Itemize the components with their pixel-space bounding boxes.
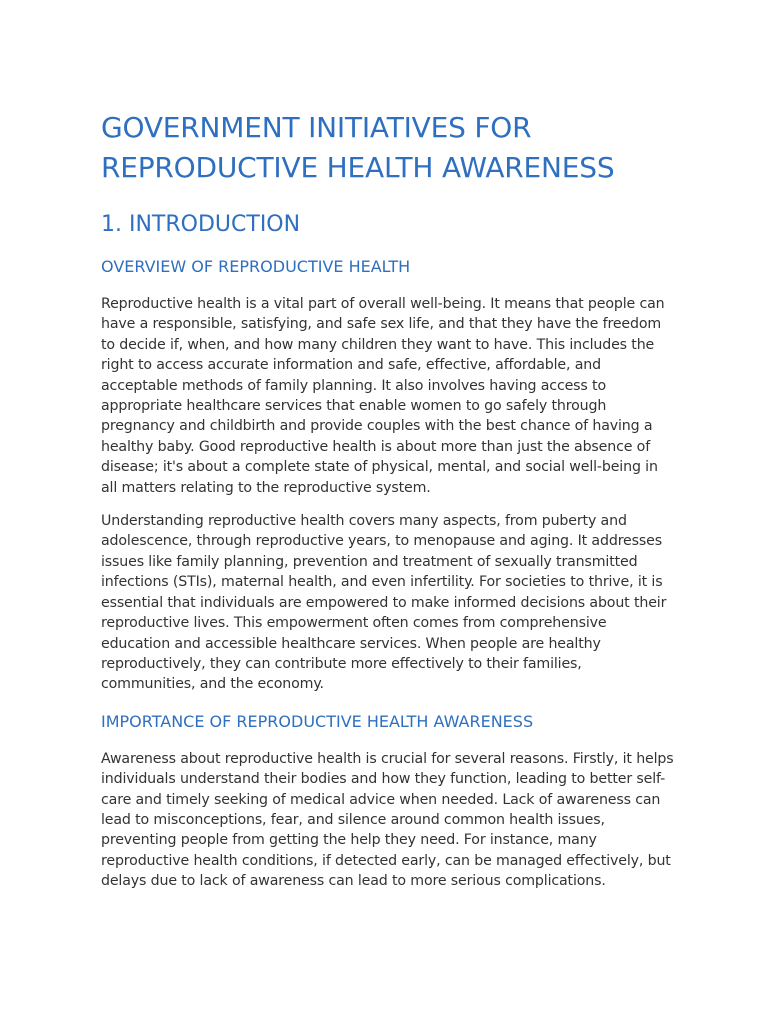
subsection-heading-importance: IMPORTANCE OF REPRODUCTIVE HEALTH AWARENESS <box>101 711 534 731</box>
document-title: GOVERNMENT INITIATIVES FOR REPRODUCTIVE HEALTH AWARENESS <box>101 111 615 184</box>
subsection-heading-overview: OVERVIEW OF REPRODUCTIVE HEALTH <box>101 257 411 276</box>
paragraph-importance-1: Awareness about reproductive health is crucial for several reasons. Firstly, it helps individuals understand their bodies and how they function, leading to better self-care and timely seeking of medical advice when needed. Lack of awareness can lead to misconceptions, fear, and silence around common health issues, preventing people from getting the help they need. For instance, many reproductive health conditions, if detected early, can be managed effectively, but delays due to lack of awareness can lead to more serious complications. <box>101 750 674 890</box>
document-page <box>101 108 676 892</box>
section-heading-introduction: 1. INTRODUCTION <box>101 212 301 237</box>
paragraph-overview-1: Reproductive health is a vital part of overall well-being. It means that people can have a responsible, satisfying, and safe sex life, and that they have the freedom to decide if, when, and how many children they want to have. This includes the right to access accurate information and safe, effective, affordable, and acceptable methods of family planning. It also involves having access to appropriate healthcare services that enable women to go safely through pregnancy and childbirth and provide couples with the best chance of having a healthy baby. Good reproductive health is about more than just the absence of disease; it's about a complete state of physical, mental, and social well-being in all matters relating to the reproductive system. <box>101 296 665 496</box>
paragraph-overview-2: Understanding reproductive health covers many aspects, from puberty and adolescence, through reproductive years, to menopause and aging. It addresses issues like family planning, prevention and treatment of sexually transmitted infections (STIs), maternal health, and even infertility. For societies to thrive, it is essential that individuals are empowered to make informed decisions about their reproductive lives. This empowerment often comes from comprehensive education and accessible healthcare services. When people are healthy reproductively, they can contribute more effectively to their families, communities, and the economy. <box>101 513 667 693</box>
